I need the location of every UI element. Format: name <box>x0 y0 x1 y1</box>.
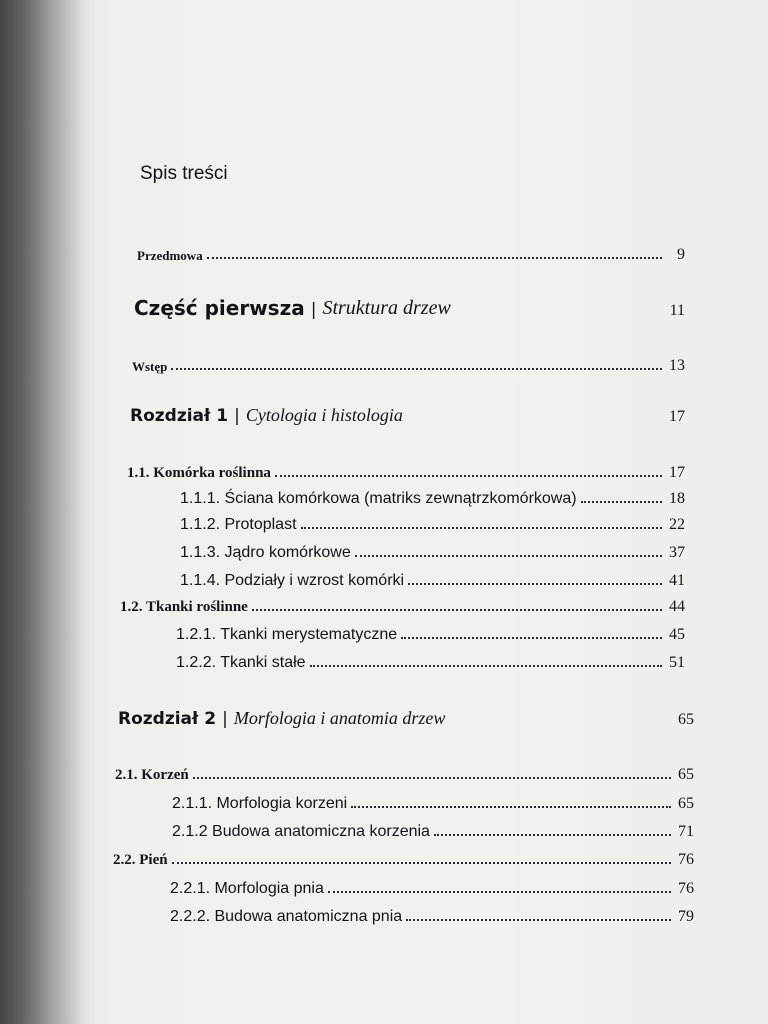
entry-label: 2.2.1. Morfologia pnia <box>170 880 324 897</box>
entry-label: 1.2.2. Tkanki stałe <box>176 654 306 671</box>
part-subtitle: Struktura drzew <box>322 297 451 319</box>
entry-label: 1.1.3. Jądro komórkowe <box>180 544 351 561</box>
dot-leader <box>351 806 671 808</box>
dot-leader <box>193 777 671 779</box>
entry-label: 1.2. Tkanki roślinne <box>120 599 248 615</box>
toc-subsection-2-2-2 <box>170 908 694 926</box>
entry-page: 41 <box>669 572 685 589</box>
toc-section-1-2 <box>120 598 685 616</box>
toc-subsection-2-1-1 <box>172 795 694 813</box>
toc-subsection-2-2-1 <box>170 880 694 898</box>
chapter-subtitle: Morfologia i anatomia drzew <box>233 708 446 728</box>
entry-page: 37 <box>669 544 685 561</box>
part-title: Część pierwsza <box>134 296 305 320</box>
toc-entry-wstep <box>132 357 685 375</box>
toc-section-2-1 <box>115 766 694 784</box>
entry-label: 1.1.1. Ściana komórkowa (matriks zewnątrzkomórkowa) <box>180 490 577 507</box>
toc-subsection-1-1-3 <box>180 544 685 562</box>
toc-chapter-2 <box>118 708 694 729</box>
entry-label: 1.2.1. Tkanki merystematyczne <box>176 626 398 643</box>
chapter-title: Rozdział 2 <box>118 709 217 729</box>
dot-leader <box>310 665 662 667</box>
dot-leader <box>207 257 662 259</box>
entry-page: 45 <box>669 626 685 643</box>
entry-page: 44 <box>669 598 685 615</box>
entry-label: Przedmowa <box>137 248 203 263</box>
entry-page: 11 <box>669 302 685 319</box>
toc-heading <box>140 163 228 185</box>
entry-page: 71 <box>678 823 694 840</box>
title-separator: | <box>234 406 240 426</box>
entry-label: 2.1.1. Morfologia korzeni <box>172 795 348 812</box>
dot-leader <box>408 583 662 585</box>
dot-leader <box>171 368 662 370</box>
dot-leader <box>252 609 662 611</box>
toc-chapter-1 <box>130 405 685 426</box>
chapter-subtitle: Cytologia i histologia <box>245 405 403 425</box>
entry-page: 76 <box>678 851 694 868</box>
dot-leader <box>401 637 662 639</box>
dot-leader <box>301 527 662 529</box>
dot-leader <box>172 862 671 864</box>
dot-leader <box>406 919 671 921</box>
dot-leader <box>328 891 671 893</box>
dot-leader <box>355 555 662 557</box>
dot-leader <box>581 501 662 503</box>
chapter-title: Rozdział 1 <box>130 406 229 426</box>
entry-page: 65 <box>678 795 694 812</box>
entry-page: 65 <box>678 711 694 728</box>
entry-page: 17 <box>669 464 685 481</box>
toc-section-1-1 <box>127 464 685 482</box>
dot-leader <box>434 834 671 836</box>
toc-subsection-1-1-2 <box>180 516 685 534</box>
toc-heading-text: Spis treści <box>140 163 228 184</box>
title-separator: | <box>310 300 317 320</box>
entry-page: 18 <box>669 490 685 507</box>
toc-section-2-2 <box>113 851 694 869</box>
title-separator: | <box>222 709 228 729</box>
entry-page: 17 <box>669 408 685 425</box>
dot-leader <box>275 475 662 477</box>
entry-page: 79 <box>678 908 694 925</box>
toc-part-1 <box>134 296 685 320</box>
entry-page: 9 <box>677 246 685 263</box>
toc-subsection-1-1-1 <box>180 490 685 508</box>
toc-subsection-1-2-2 <box>176 654 685 672</box>
toc-subsection-1-1-4 <box>180 572 685 590</box>
entry-page: 51 <box>669 654 685 671</box>
entry-label: 2.1.2 Budowa anatomiczna korzenia <box>172 823 430 840</box>
entry-page: 22 <box>669 516 685 533</box>
toc-subsection-2-1-2 <box>172 823 694 841</box>
entry-label: Wstęp <box>132 359 168 374</box>
entry-label: 2.2. Pień <box>113 852 168 868</box>
toc-entry-przedmowa <box>137 246 685 264</box>
entry-page: 13 <box>669 357 685 374</box>
entry-label: 1.1.2. Protoplast <box>180 516 297 533</box>
entry-label: 2.1. Korzeń <box>115 767 189 783</box>
entry-label: 1.1. Komórka roślinna <box>127 465 271 481</box>
entry-page: 76 <box>678 880 694 897</box>
entry-label: 2.2.2. Budowa anatomiczna pnia <box>170 908 403 925</box>
entry-label: 1.1.4. Podziały i wzrost komórki <box>180 572 405 589</box>
entry-page: 65 <box>678 766 694 783</box>
toc-subsection-1-2-1 <box>176 626 685 644</box>
